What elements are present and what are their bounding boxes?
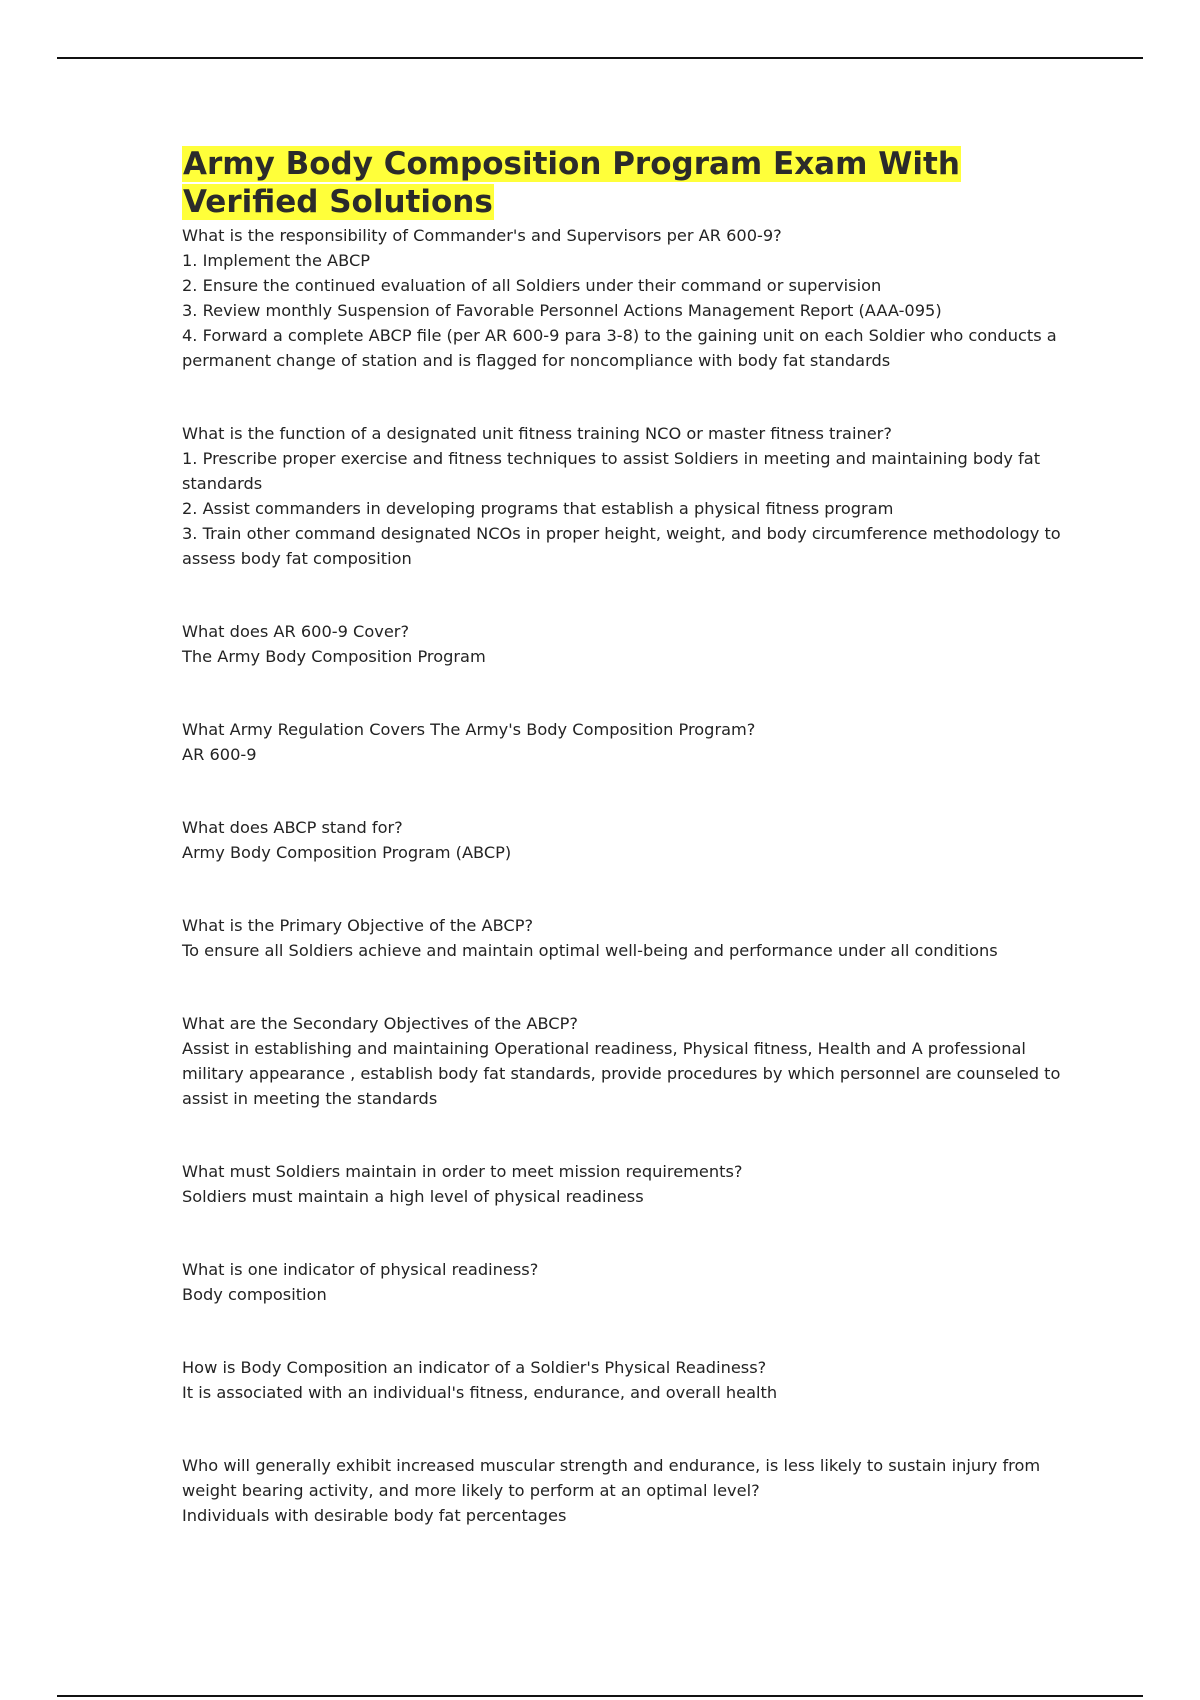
answer-line: 1. Prescribe proper exercise and fitness techniques to assist Soldiers in meeting and maintaining body fat standards xyxy=(182,449,1041,493)
answer-line: Body composition xyxy=(182,1285,327,1304)
question: What does AR 600-9 Cover? xyxy=(182,622,410,641)
qa-item xyxy=(182,1453,1082,1528)
qa-item xyxy=(182,1355,1082,1405)
header-rule xyxy=(57,57,1143,59)
answer-line: 3. Review monthly Suspension of Favorable Personnel Actions Management Report (AAA-095) xyxy=(182,301,942,320)
qa-item xyxy=(182,913,1082,963)
qa-item xyxy=(182,717,1082,767)
answer-line: The Army Body Composition Program xyxy=(182,647,486,666)
answer-line: 2. Assist commanders in developing programs that establish a physical fitness program xyxy=(182,499,894,518)
question: What is one indicator of physical readiness? xyxy=(182,1260,539,1279)
answer-line: 1. Implement the ABCP xyxy=(182,251,371,270)
question: What are the Secondary Objectives of the ABCP? xyxy=(182,1014,578,1033)
question: What is the Primary Objective of the ABCP? xyxy=(182,916,534,935)
answer-line: Assist in establishing and maintaining Operational readiness, Physical fitness, Health and A professional military appearance , establish body fat standards, provide procedures by which personnel are counseled to assist in meeting the standards xyxy=(182,1039,1061,1108)
qa-item xyxy=(182,1159,1082,1209)
question: Who will generally exhibit increased muscular strength and endurance, is less likely to sustain injury from weight bearing activity, and more likely to perform at an optimal level? xyxy=(182,1456,1041,1500)
document-body xyxy=(182,145,1082,1528)
answer-line: 4. Forward a complete ABCP file (per AR 600-9 para 3-8) to the gaining unit on each Soldier who conducts a permanent change of station and is flagged for noncompliance with body fat standards xyxy=(182,326,1057,370)
qa-item xyxy=(182,421,1082,571)
question: What Army Regulation Covers The Army's Body Composition Program? xyxy=(182,720,756,739)
question: What is the function of a designated unit fitness training NCO or master fitness trainer? xyxy=(182,424,892,443)
question: What is the responsibility of Commander's and Supervisors per AR 600-9? xyxy=(182,226,782,245)
title-highlight: Army Body Composition Program Exam With Verified Solutions xyxy=(183,146,960,220)
answer-line: Soldiers must maintain a high level of physical readiness xyxy=(182,1187,644,1206)
answer-line: It is associated with an individual's fitness, endurance, and overall health xyxy=(182,1383,778,1402)
answer-line: Individuals with desirable body fat percentages xyxy=(182,1506,567,1525)
answer-line: 2. Ensure the continued evaluation of all Soldiers under their command or supervision xyxy=(182,276,882,295)
answer-line: To ensure all Soldiers achieve and maintain optimal well-being and performance under all conditions xyxy=(182,941,998,960)
qa-item xyxy=(182,815,1082,865)
answer-line: 3. Train other command designated NCOs in proper height, weight, and body circumference methodology to assess body fat composition xyxy=(182,524,1061,568)
question: What does ABCP stand for? xyxy=(182,818,403,837)
qa-item xyxy=(182,619,1082,669)
question: What must Soldiers maintain in order to meet mission requirements? xyxy=(182,1162,743,1181)
qa-item xyxy=(182,1257,1082,1307)
qa-item xyxy=(182,223,1082,373)
document-title xyxy=(182,145,1082,221)
footer-rule xyxy=(57,1695,1143,1697)
answer-line: AR 600-9 xyxy=(182,745,257,764)
question: How is Body Composition an indicator of a Soldier's Physical Readiness? xyxy=(182,1358,767,1377)
answer-line: Army Body Composition Program (ABCP) xyxy=(182,843,512,862)
qa-item xyxy=(182,1011,1082,1111)
